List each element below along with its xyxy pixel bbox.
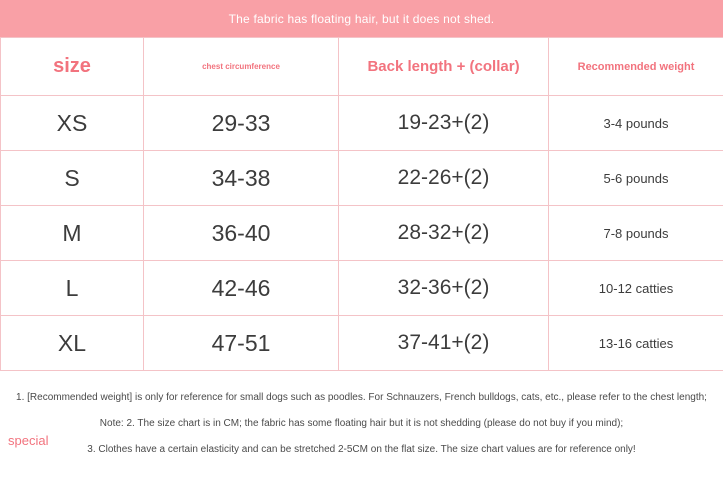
notes-section (0, 371, 723, 463)
cell-chest: 29-33 (144, 96, 339, 151)
banner-text: The fabric has floating hair, but it does not shed. (228, 11, 495, 26)
size-chart-table (0, 37, 723, 371)
cell-weight: 10-12 catties (549, 261, 723, 316)
cell-back-length: 28-32+(2) (339, 206, 549, 261)
cell-back-length: 37-41+(2) (339, 316, 549, 371)
cell-chest: 47-51 (144, 316, 339, 371)
cell-chest: 36-40 (144, 206, 339, 261)
column-header-size: size (1, 38, 144, 96)
column-header-recommended-weight: Recommended weight (549, 38, 723, 96)
table-body (1, 96, 723, 371)
cell-size: S (1, 151, 144, 206)
special-label: special (8, 433, 49, 448)
table-row (1, 151, 723, 206)
table-row (1, 261, 723, 316)
table-header (1, 38, 723, 96)
cell-size: M (1, 206, 144, 261)
table-row (1, 96, 723, 151)
cell-weight: 13-16 catties (549, 316, 723, 371)
column-header-chest: chest circumference (144, 38, 339, 96)
cell-chest: 34-38 (144, 151, 339, 206)
table-row (1, 206, 723, 261)
cell-weight: 7-8 pounds (549, 206, 723, 261)
table-header-row (1, 38, 723, 96)
cell-back-length: 19-23+(2) (339, 96, 549, 151)
cell-size: XL (1, 316, 144, 371)
cell-size: XS (1, 96, 144, 151)
column-header-back-length: Back length + (collar) (339, 38, 549, 96)
cell-chest: 42-46 (144, 261, 339, 316)
note-line-3: 3. Clothes have a certain elasticity and can be stretched 2-5CM on the flat size. The size chart values are for reference only! (87, 444, 636, 455)
cell-back-length: 32-36+(2) (339, 261, 549, 316)
cell-back-length: 22-26+(2) (339, 151, 549, 206)
top-banner (0, 0, 723, 37)
note-line-2: Note: 2. The size chart is in CM; the fabric has some floating hair but it is not shedding (please do not buy if you mind); (99, 418, 624, 429)
cell-weight: 3-4 pounds (549, 96, 723, 151)
cell-weight: 5-6 pounds (549, 151, 723, 206)
table-row (1, 316, 723, 371)
cell-size: L (1, 261, 144, 316)
note-line-1: 1. [Recommended weight] is only for reference for small dogs such as poodles. For Schnauzers, French bulldogs, cats, etc., please refer to the chest length; (16, 392, 707, 403)
